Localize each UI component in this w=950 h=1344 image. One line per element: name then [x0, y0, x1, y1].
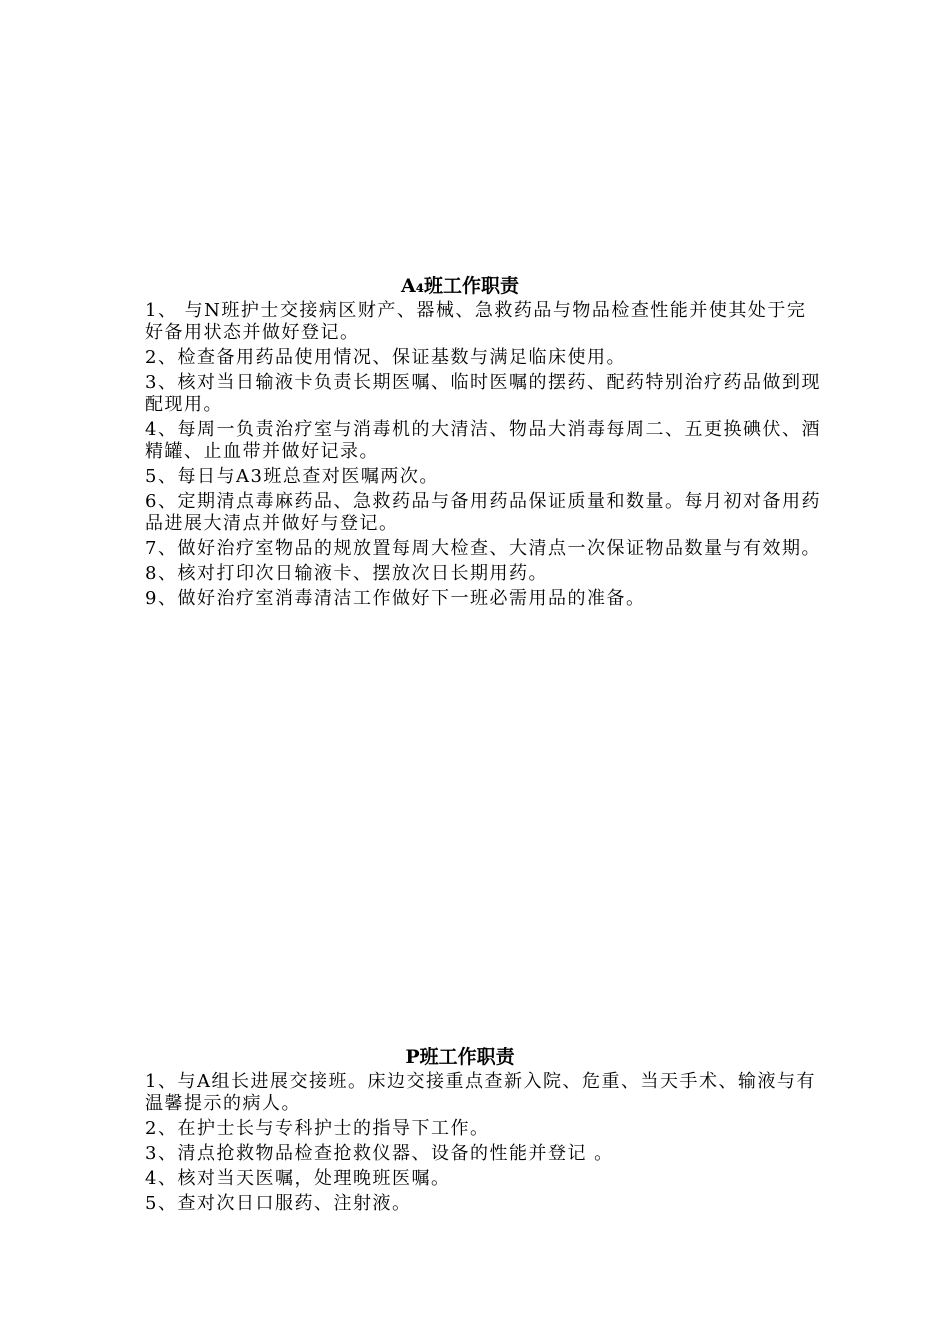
list-item: 4、每周一负责治疗室与消毒机的大清洁、物品大消毒每周二、五更换碘伏、酒精罐、止血带并做好记录。 — [145, 419, 821, 462]
list-item: 9、做好治疗室消毒清洁工作做好下一班必需用品的准备。 — [145, 588, 646, 609]
list-item: 2、在护士长与专科护士的指导下工作。 — [145, 1118, 490, 1139]
list-item: 1、 与N班护士交接病区财产、器械、急救药品与物品检查性能并使其处于完好备用状态并做好登记。 — [145, 300, 807, 343]
list-item: 2、检查备用药品使用情况、保证基数与满足临床使用。 — [145, 347, 626, 368]
list-item: 4、核对当天医嘱，处理晚班医嘱。 — [145, 1168, 451, 1189]
list-item: 6、定期清点毒麻药品、急救药品与备用药品保证质量和数量。每月初对备用药品进展大清点并做好与登记。 — [145, 491, 821, 534]
list-item: 5、查对次日口服药、注射液。 — [145, 1193, 412, 1214]
p-section-title: P班工作职责 — [405, 1046, 515, 1068]
p-duties-list — [145, 1071, 825, 1215]
list-item: 1、与A组长进展交接班。床边交接重点查新入院、危重、当天手术、输液与有温馨提示的病人。 — [145, 1071, 816, 1114]
p-duties-section — [145, 1043, 825, 1218]
list-item: 3、清点抢救物品检查抢救仪器、设备的性能并登记 。 — [145, 1143, 614, 1164]
list-item: 5、每日与A3班总查对医嘱两次。 — [145, 466, 439, 487]
list-item: 8、核对打印次日输液卡、摆放次日长期用药。 — [145, 563, 548, 584]
list-item: 3、核对当日输液卡负责长期医嘱、临时医嘱的摆药、配药特别治疗药品做到现配现用。 — [145, 372, 821, 415]
a4-section-title: A₄班工作职责 — [400, 275, 520, 297]
a4-duties-section — [145, 272, 825, 613]
a4-duties-list — [145, 300, 825, 610]
list-item: 7、做好治疗室物品的规放置每周大检查、大清点一次保证物品数量与有效期。 — [145, 538, 821, 559]
